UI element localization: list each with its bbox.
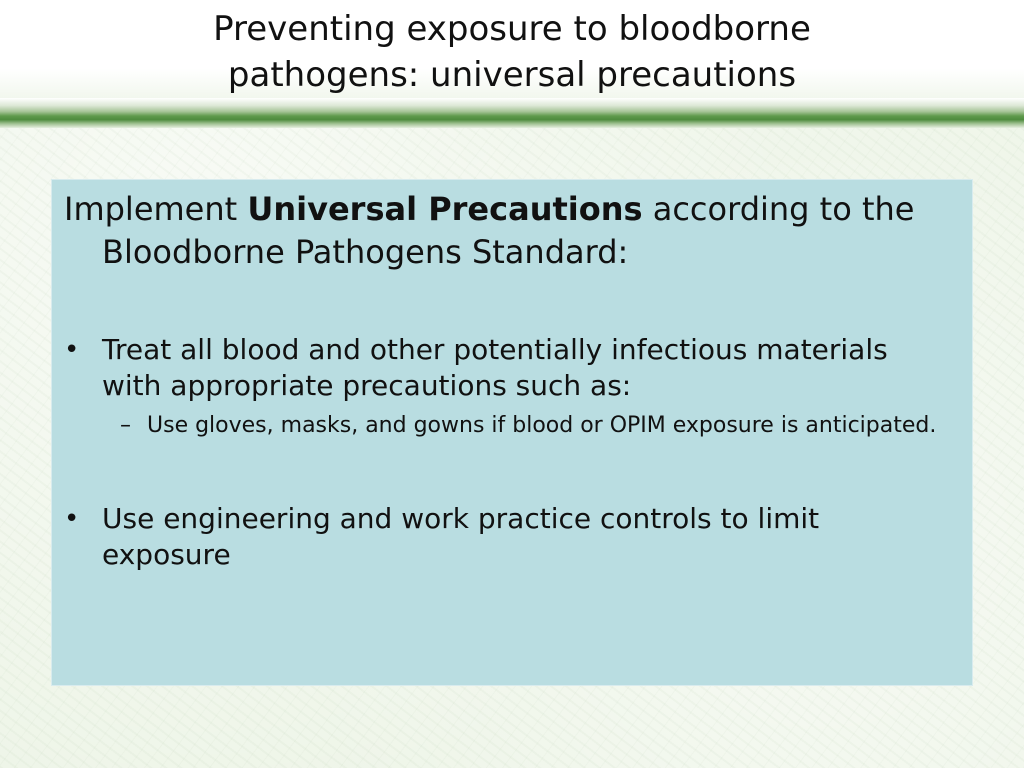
bullet-icon: • <box>64 504 80 534</box>
bullet-item <box>64 501 952 573</box>
bullet-text: Use engineering and work practice controls to limit exposure <box>102 502 820 571</box>
dash-icon: – <box>120 413 131 438</box>
header-divider <box>0 98 1024 128</box>
sub-bullet-text: Use gloves, masks, and gowns if blood or OPIM exposure is anticipated. <box>147 413 937 438</box>
title-line-2: pathogens: universal precautions <box>227 55 797 95</box>
sub-bullet-item <box>64 410 952 441</box>
content-box <box>51 179 973 686</box>
slide-title <box>0 6 1024 98</box>
bullet-item <box>64 332 952 404</box>
lead-bold-term: Universal Precautions <box>247 190 643 228</box>
lead-prefix: Implement <box>64 190 248 228</box>
title-line-1: Preventing exposure to bloodborne <box>213 9 811 49</box>
lead-suffix: according to the Bloodborne Pathogens Standard: <box>102 190 915 271</box>
bullet-text: Treat all blood and other potentially infectious materials with appropriate precautions such as: <box>102 333 888 402</box>
lead-paragraph <box>64 188 952 274</box>
slide-header <box>0 0 1024 98</box>
bullet-icon: • <box>64 335 80 365</box>
